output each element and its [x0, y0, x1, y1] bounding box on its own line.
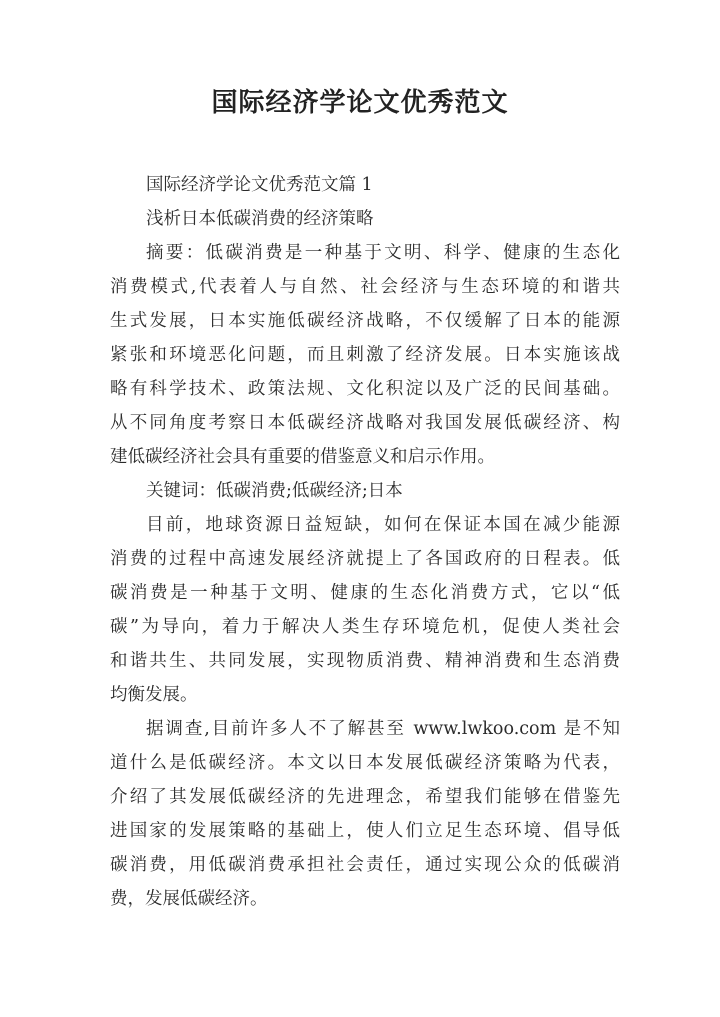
paragraph-line: 和谐共生、共同发展，实现物质消费、精神消费和生态消费: [110, 651, 620, 671]
document-title: 国际经济学论文优秀范文: [211, 88, 509, 118]
paragraph-line: 略有科学技术、政策法规、文化积淀以及广泛的民间基础。: [110, 379, 620, 399]
paragraph-line: 费，发展低碳经济。: [110, 889, 268, 909]
paragraph-line: 介绍了其发展低碳经济的先进理念，希望我们能够在借鉴先: [110, 787, 620, 807]
paragraph-line: 消费的过程中高速发展经济就提上了各国政府的日程表。低: [110, 549, 620, 569]
paragraph-line: 碳”为导向，着力于解决人类生存环境危机，促使人类社会: [110, 617, 620, 637]
paragraph-line: 碳消费，用低碳消费承担社会责任，通过实现公众的低碳消: [110, 855, 620, 875]
paragraph-line: 紧张和环境恶化问题，而且刺激了经济发展。日本实施该战: [110, 345, 620, 365]
paragraph-line: 进国家的发展策略的基础上，使人们立足生态环境、倡导低: [110, 821, 620, 841]
paragraph-line: 建低碳经济社会具有重要的借鉴意义和启示作用。: [110, 447, 495, 467]
paragraph-line: 碳消费是一种基于文明、健康的生态化消费方式，它以“低: [110, 583, 620, 603]
paragraph-line: 消费模式,代表着人与自然、社会经济与生态环境的和谐共: [110, 277, 620, 297]
paragraph-line: 道什么是低碳经济。本文以日本发展低碳经济策略为代表，: [110, 753, 620, 773]
paragraph-line: 关键词：低碳消费;低碳经济;日本: [146, 481, 403, 501]
paragraph-line: 目前，地球资源日益短缺，如何在保证本国在减少能源: [146, 515, 620, 535]
paragraph-line: 均衡发展。: [110, 685, 198, 705]
paragraph-line: 国际经济学论文优秀范文篇 1: [146, 175, 373, 195]
paragraph-line: 浅析日本低碳消费的经济策略: [146, 209, 374, 229]
paragraph-line: 据调查,目前许多人不了解甚至 www.lwkoo.com 是不知: [146, 719, 620, 739]
paragraph-line: 摘要：低碳消费是一种基于文明、科学、健康的生态化: [146, 243, 620, 263]
paragraph-line: 从不同角度考察日本低碳经济战略对我国发展低碳经济、构: [110, 413, 620, 433]
paragraph-line: 生式发展，日本实施低碳经济战略，不仅缓解了日本的能源: [110, 311, 620, 331]
document-body: [110, 168, 620, 916]
